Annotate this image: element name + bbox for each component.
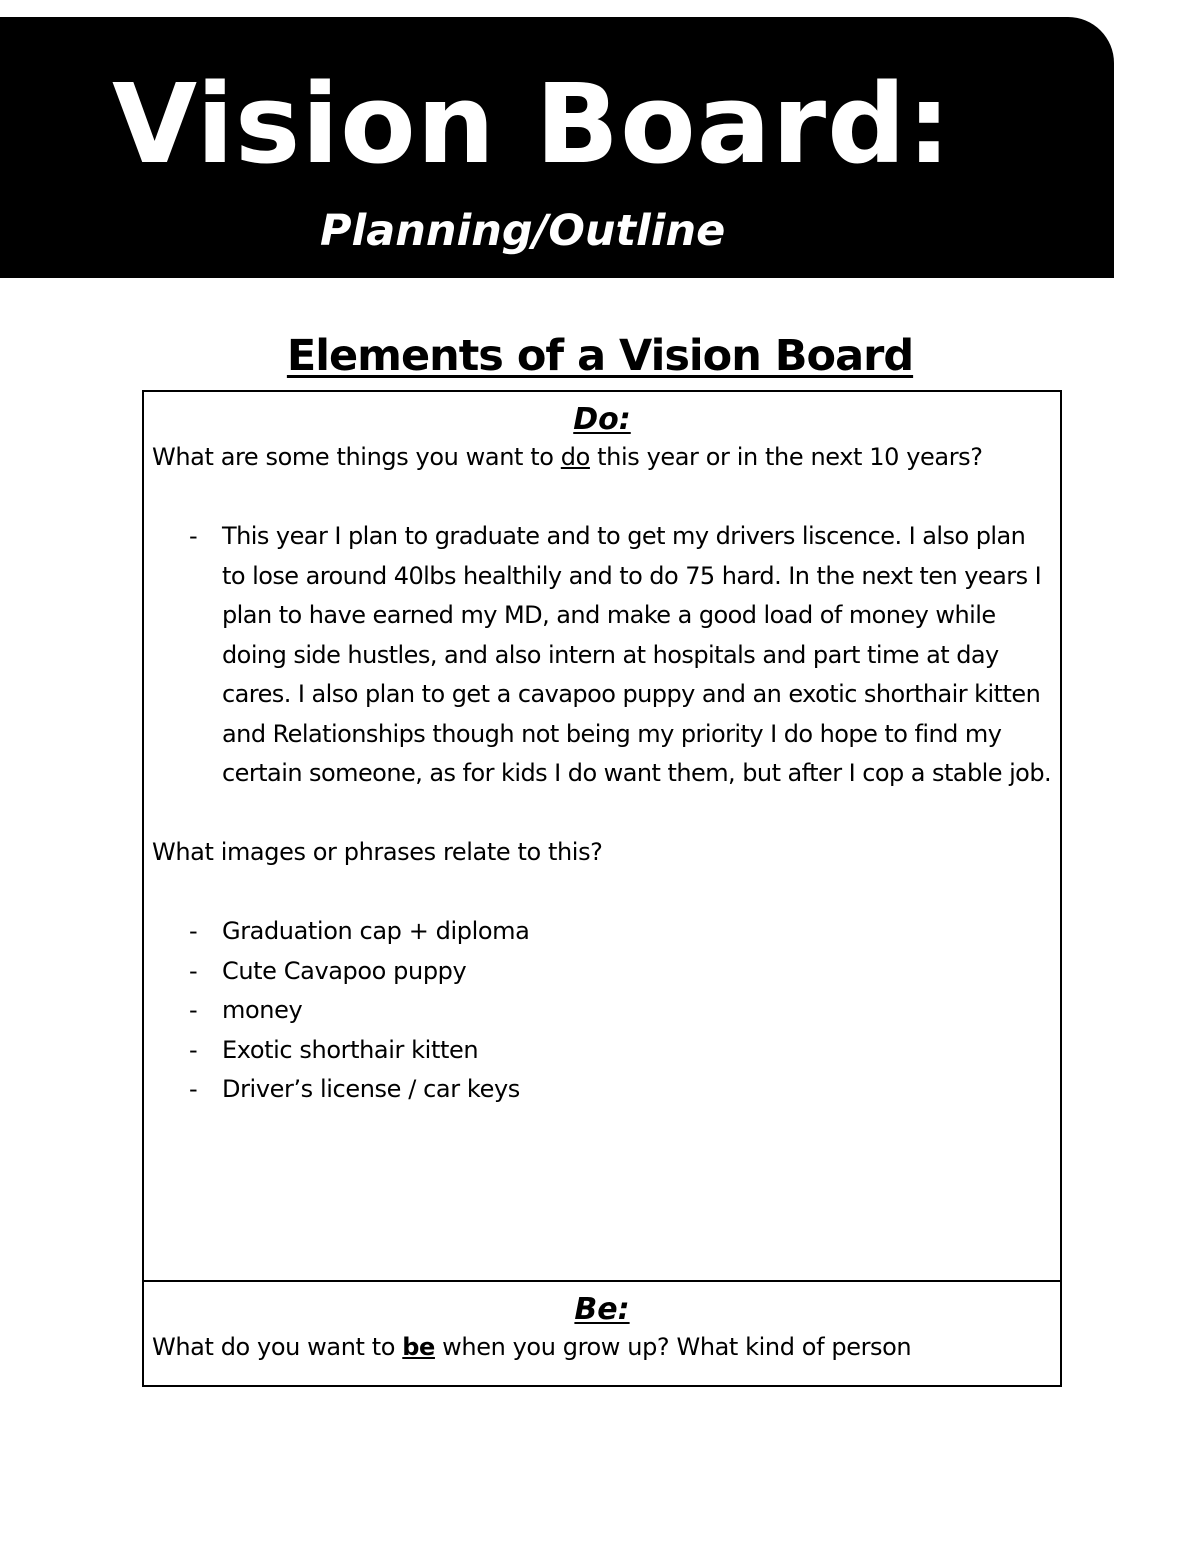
do-section — [144, 392, 1060, 1282]
page-subtitle: Planning/Outline — [320, 206, 726, 256]
be-question-emphasis: be — [402, 1333, 435, 1361]
be-question — [152, 1328, 1052, 1368]
be-heading: Be: — [574, 1292, 630, 1327]
do-question-1-before: What are some things you want to — [152, 443, 561, 471]
list-item: - Exotic shorthair kitten — [152, 1031, 1052, 1071]
be-section — [144, 1282, 1060, 1385]
title-banner — [0, 17, 1114, 278]
be-question-after: when you grow up? What kind of person — [434, 1333, 912, 1361]
page-title: Vision Board: — [112, 60, 952, 188]
do-question-1-emphasis: do — [560, 443, 590, 471]
list-item: - money — [152, 991, 1052, 1031]
image-phrase-list — [152, 912, 1052, 1110]
list-item: - Driver’s license / car keys — [152, 1070, 1052, 1110]
do-heading: Do: — [573, 402, 631, 437]
do-question-2: What images or phrases relate to this? — [152, 838, 603, 866]
be-question-before: What do you want to — [152, 1333, 403, 1361]
list-item: - Cute Cavapoo puppy — [152, 952, 1052, 992]
do-question-1-after: this year or in the next 10 years? — [589, 443, 983, 471]
list-item: - Graduation cap + diploma — [152, 912, 1052, 952]
outline-table — [142, 390, 1062, 1387]
do-answer-list — [152, 517, 1052, 794]
do-answer-text: - This year I plan to graduate and to get my drivers liscence. I also plan to lose around 40lbs healthily and to do 75 hard. In the next ten years I plan to have earned my MD, and make a good load of money while doing side hustles, and also intern at hospitals and part time at day cares. I also plan to get a cavapoo puppy and an exotic shorthair kitten and Relationships though not being my priority I do hope to find my certain someone, as for kids I do want them, but after I cop a stable job. — [152, 517, 1052, 794]
section-heading: Elements of a Vision Board — [286, 331, 914, 381]
do-question-1 — [152, 438, 1052, 478]
